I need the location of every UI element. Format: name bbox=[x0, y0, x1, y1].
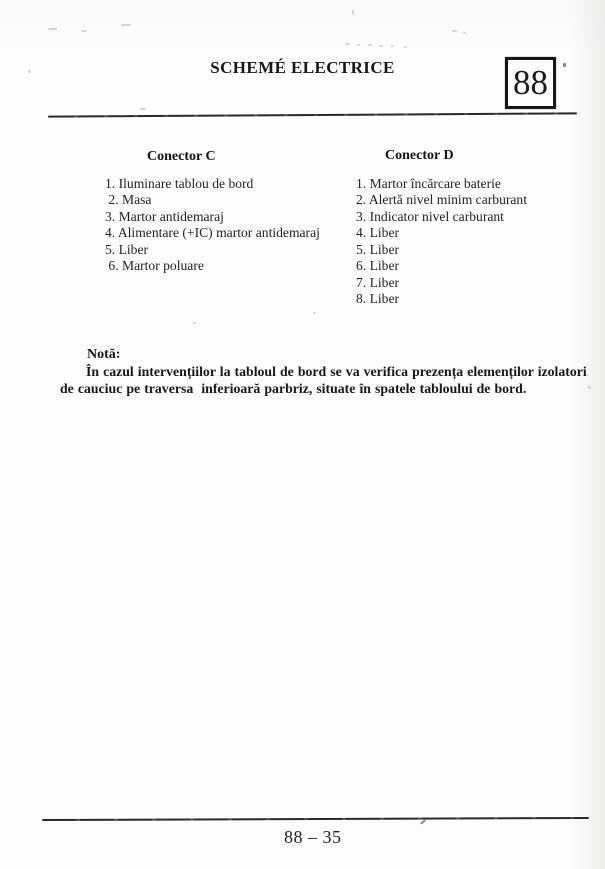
list-item: 8. Liber bbox=[356, 291, 400, 307]
list-item: 7. Liber bbox=[356, 274, 400, 290]
list-item: 5. Liber bbox=[105, 241, 149, 257]
list-item: 1. Martor încărcare baterie bbox=[356, 176, 501, 191]
note-text-line-1: În cazul intervențiilor la tabloul de bord se va verifica prezența elemenților izolatori bbox=[86, 364, 587, 379]
list-item: 1. Iluminare tablou de bord bbox=[105, 176, 254, 191]
page-title: SCHEMÉ ELECTRICE bbox=[210, 58, 395, 77]
chapter-number: 88 bbox=[513, 63, 548, 102]
connector-c-heading: Conector C bbox=[147, 149, 216, 164]
note-text-line-2: de cauciuc pe traversa inferioară parbriz, situate în spatele tabloului de bord. bbox=[60, 381, 527, 396]
list-item: 4. Liber bbox=[356, 225, 400, 241]
footer-divider-line bbox=[42, 817, 589, 821]
list-item: 2. Alertă nivel minim carburant bbox=[356, 192, 528, 208]
list-item: 6. Liber bbox=[356, 258, 400, 274]
connector-c-pin-list bbox=[105, 176, 320, 275]
header-divider-line bbox=[48, 112, 577, 118]
list-item: 6. Martor poluare bbox=[105, 258, 204, 274]
connector-d-pin-list bbox=[356, 176, 527, 308]
chapter-number-box bbox=[505, 57, 556, 109]
list-item: 3. Indicator nivel carburant bbox=[356, 208, 504, 224]
note-label: Notă: bbox=[87, 347, 121, 362]
connector-d-heading: Conector D bbox=[385, 148, 454, 163]
page-number: 88 – 35 bbox=[284, 827, 342, 847]
list-item: 2. Masa bbox=[105, 192, 152, 208]
list-item: 3. Martor antidemaraj bbox=[105, 208, 224, 224]
list-item: 5. Liber bbox=[356, 241, 400, 257]
list-item: 4. Alimentare (+IC) martor antidemaraj bbox=[105, 225, 320, 241]
